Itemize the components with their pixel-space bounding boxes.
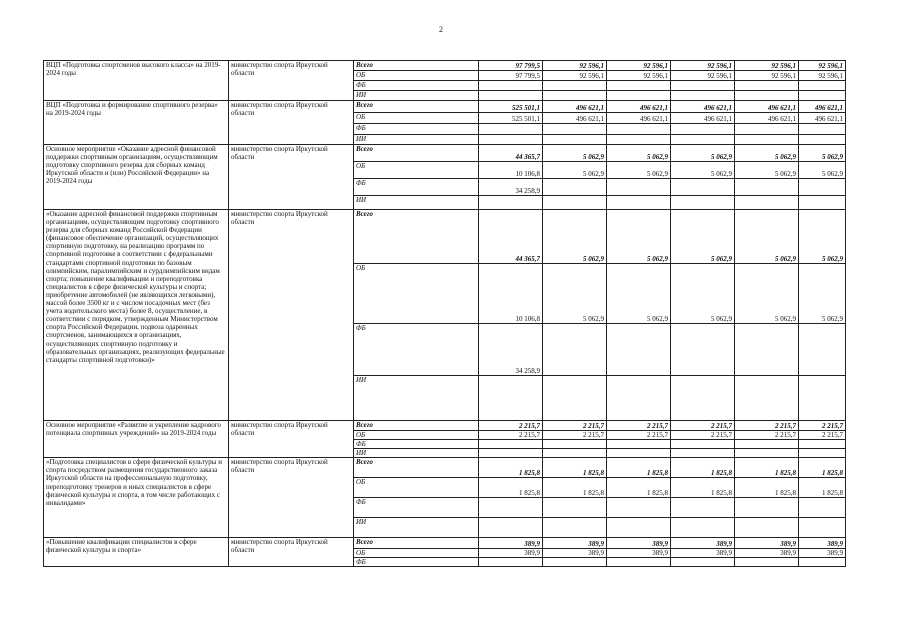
amount-cell: 92 596,1 bbox=[671, 71, 735, 81]
amount-cell: 97 799,5 bbox=[479, 71, 543, 81]
amount-cell bbox=[799, 81, 846, 91]
amount-cell: 92 596,1 bbox=[543, 61, 607, 71]
funding-source-cell: ОБ bbox=[354, 162, 479, 179]
amount-cell: 5 062,9 bbox=[671, 210, 735, 264]
amount-cell: 2 215,7 bbox=[735, 431, 799, 440]
table-row bbox=[44, 101, 846, 113]
executor-cell: министерство спорта Иркутской области bbox=[229, 210, 354, 421]
amount-cell bbox=[799, 376, 846, 421]
amount-cell: 496 621,1 bbox=[735, 113, 799, 124]
amount-cell: 5 062,9 bbox=[735, 162, 799, 179]
amount-cell bbox=[543, 558, 607, 567]
funding-source-cell: ОБ bbox=[354, 549, 479, 558]
amount-cell bbox=[479, 81, 543, 91]
amount-cell: 2 215,7 bbox=[543, 421, 607, 431]
amount-cell bbox=[735, 179, 799, 196]
amount-cell: 1 825,8 bbox=[607, 458, 671, 478]
amount-cell bbox=[543, 376, 607, 421]
amount-cell: 92 596,1 bbox=[607, 61, 671, 71]
funding-source-cell: ИИ bbox=[354, 518, 479, 538]
executor-cell: министерство спорта Иркутской области bbox=[229, 538, 354, 567]
amount-cell bbox=[607, 449, 671, 458]
amount-cell: 97 799,5 bbox=[479, 61, 543, 71]
amount-cell bbox=[543, 324, 607, 376]
amount-cell bbox=[671, 498, 735, 518]
amount-cell: 92 596,1 bbox=[607, 71, 671, 81]
amount-cell: 389,9 bbox=[607, 538, 671, 549]
amount-cell bbox=[799, 449, 846, 458]
funding-source-cell: ИИ bbox=[354, 135, 479, 145]
measure-name-cell: ВЦП «Подготовка и формирование спортивного резерва» на 2019-2024 годы bbox=[44, 101, 229, 145]
amount-cell bbox=[607, 135, 671, 145]
amount-cell: 2 215,7 bbox=[479, 431, 543, 440]
amount-cell: 1 825,8 bbox=[543, 458, 607, 478]
funding-source-cell: ФБ bbox=[354, 81, 479, 91]
amount-cell bbox=[735, 376, 799, 421]
amount-cell: 496 621,1 bbox=[799, 101, 846, 113]
amount-cell bbox=[735, 324, 799, 376]
amount-cell: 496 621,1 bbox=[543, 113, 607, 124]
amount-cell: 496 621,1 bbox=[543, 101, 607, 113]
table-row bbox=[44, 421, 846, 431]
amount-cell bbox=[671, 449, 735, 458]
funding-source-cell: Всего bbox=[354, 61, 479, 71]
amount-cell: 389,9 bbox=[671, 538, 735, 549]
amount-cell bbox=[735, 124, 799, 135]
amount-cell: 389,9 bbox=[607, 549, 671, 558]
funding-source-cell: ОБ bbox=[354, 431, 479, 440]
table-row bbox=[44, 145, 846, 162]
amount-cell bbox=[671, 135, 735, 145]
page-number: 2 bbox=[439, 25, 443, 34]
amount-cell bbox=[735, 558, 799, 567]
amount-cell bbox=[799, 518, 846, 538]
amount-cell: 5 062,9 bbox=[543, 210, 607, 264]
amount-cell bbox=[479, 498, 543, 518]
amount-cell bbox=[799, 324, 846, 376]
funding-source-cell: Всего bbox=[354, 458, 479, 478]
table-row bbox=[44, 538, 846, 549]
amount-cell: 5 062,9 bbox=[671, 264, 735, 324]
funding-source-cell: ФБ bbox=[354, 324, 479, 376]
funding-source-cell: Всего bbox=[354, 210, 479, 264]
amount-cell bbox=[479, 376, 543, 421]
amount-cell bbox=[479, 124, 543, 135]
amount-cell bbox=[799, 498, 846, 518]
funding-source-cell: ФБ bbox=[354, 440, 479, 449]
amount-cell: 44 365,7 bbox=[479, 145, 543, 162]
table-row bbox=[44, 61, 846, 71]
executor-cell: министерство спорта Иркутской области bbox=[229, 61, 354, 101]
amount-cell bbox=[607, 498, 671, 518]
amount-cell bbox=[543, 196, 607, 210]
amount-cell: 5 062,9 bbox=[735, 264, 799, 324]
amount-cell bbox=[607, 179, 671, 196]
amount-cell bbox=[479, 518, 543, 538]
measure-name-cell: «Подготовка специалистов в сфере физической культуры и спорта посредством размещения государственного заказа Иркутской области на профессиональную подготовку, переподготовку тренеров и иных специалистов в сфере физической культуры и спорта, в том числе работающих с инвалидами» bbox=[44, 458, 229, 538]
executor-cell: министерство спорта Иркутской области bbox=[229, 101, 354, 145]
amount-cell: 496 621,1 bbox=[607, 101, 671, 113]
funding-source-cell: ИИ bbox=[354, 449, 479, 458]
amount-cell bbox=[607, 440, 671, 449]
amount-cell: 2 215,7 bbox=[479, 421, 543, 431]
funding-source-cell: ОБ bbox=[354, 264, 479, 324]
amount-cell: 389,9 bbox=[543, 538, 607, 549]
amount-cell bbox=[543, 135, 607, 145]
amount-cell: 2 215,7 bbox=[799, 421, 846, 431]
amount-cell: 389,9 bbox=[735, 538, 799, 549]
amount-cell: 525 501,1 bbox=[479, 101, 543, 113]
amount-cell: 5 062,9 bbox=[799, 145, 846, 162]
amount-cell: 5 062,9 bbox=[543, 264, 607, 324]
table-row bbox=[44, 458, 846, 478]
amount-cell bbox=[479, 558, 543, 567]
amount-cell bbox=[543, 449, 607, 458]
amount-cell: 525 501,1 bbox=[479, 113, 543, 124]
amount-cell bbox=[671, 324, 735, 376]
amount-cell: 5 062,9 bbox=[607, 145, 671, 162]
amount-cell: 1 825,8 bbox=[479, 458, 543, 478]
amount-cell bbox=[671, 179, 735, 196]
amount-cell: 1 825,8 bbox=[799, 458, 846, 478]
amount-cell bbox=[799, 179, 846, 196]
amount-cell bbox=[799, 91, 846, 101]
amount-cell: 92 596,1 bbox=[735, 61, 799, 71]
executor-cell: министерство спорта Иркутской области bbox=[229, 145, 354, 210]
amount-cell: 5 062,9 bbox=[671, 162, 735, 179]
amount-cell bbox=[607, 558, 671, 567]
funding-source-cell: ФБ bbox=[354, 124, 479, 135]
funding-source-cell: ИИ bbox=[354, 376, 479, 421]
amount-cell bbox=[671, 196, 735, 210]
budget-table bbox=[43, 60, 846, 567]
amount-cell bbox=[607, 324, 671, 376]
amount-cell: 389,9 bbox=[671, 549, 735, 558]
amount-cell: 389,9 bbox=[799, 549, 846, 558]
amount-cell: 5 062,9 bbox=[607, 264, 671, 324]
amount-cell bbox=[799, 558, 846, 567]
amount-cell: 5 062,9 bbox=[671, 145, 735, 162]
amount-cell: 10 106,8 bbox=[479, 264, 543, 324]
amount-cell bbox=[607, 376, 671, 421]
amount-cell bbox=[479, 440, 543, 449]
amount-cell bbox=[607, 81, 671, 91]
funding-source-cell: ФБ bbox=[354, 558, 479, 567]
amount-cell bbox=[735, 518, 799, 538]
amount-cell: 92 596,1 bbox=[543, 71, 607, 81]
amount-cell: 92 596,1 bbox=[799, 71, 846, 81]
amount-cell: 5 062,9 bbox=[607, 162, 671, 179]
amount-cell: 44 365,7 bbox=[479, 210, 543, 264]
amount-cell bbox=[735, 135, 799, 145]
amount-cell bbox=[799, 440, 846, 449]
amount-cell: 1 825,8 bbox=[735, 478, 799, 498]
amount-cell: 5 062,9 bbox=[735, 210, 799, 264]
amount-cell bbox=[735, 498, 799, 518]
funding-source-cell: ИИ bbox=[354, 196, 479, 210]
amount-cell: 2 215,7 bbox=[671, 421, 735, 431]
amount-cell bbox=[799, 124, 846, 135]
amount-cell: 389,9 bbox=[479, 538, 543, 549]
amount-cell bbox=[543, 498, 607, 518]
amount-cell bbox=[671, 81, 735, 91]
measure-name-cell: Основное мероприятие «Развитие и укрепление кадрового потенциала спортивных учреждений» на 2019-2024 годы bbox=[44, 421, 229, 458]
amount-cell bbox=[735, 91, 799, 101]
funding-source-cell: ФБ bbox=[354, 179, 479, 196]
amount-cell bbox=[735, 440, 799, 449]
amount-cell: 5 062,9 bbox=[607, 210, 671, 264]
amount-cell bbox=[735, 449, 799, 458]
amount-cell bbox=[799, 135, 846, 145]
amount-cell bbox=[607, 91, 671, 101]
amount-cell bbox=[799, 196, 846, 210]
amount-cell: 2 215,7 bbox=[607, 421, 671, 431]
amount-cell: 2 215,7 bbox=[543, 431, 607, 440]
amount-cell: 496 621,1 bbox=[799, 113, 846, 124]
amount-cell bbox=[671, 518, 735, 538]
amount-cell: 389,9 bbox=[479, 549, 543, 558]
amount-cell: 5 062,9 bbox=[799, 264, 846, 324]
amount-cell bbox=[479, 449, 543, 458]
amount-cell: 10 106,8 bbox=[479, 162, 543, 179]
amount-cell: 92 596,1 bbox=[671, 61, 735, 71]
amount-cell bbox=[671, 376, 735, 421]
funding-source-cell: ИИ bbox=[354, 91, 479, 101]
amount-cell: 1 825,8 bbox=[479, 478, 543, 498]
amount-cell bbox=[543, 440, 607, 449]
amount-cell bbox=[607, 196, 671, 210]
funding-source-cell: ОБ bbox=[354, 478, 479, 498]
amount-cell: 1 825,8 bbox=[607, 478, 671, 498]
amount-cell: 2 215,7 bbox=[671, 431, 735, 440]
amount-cell bbox=[479, 91, 543, 101]
amount-cell bbox=[543, 124, 607, 135]
amount-cell: 496 621,1 bbox=[735, 101, 799, 113]
executor-cell: министерство спорта Иркутской области bbox=[229, 421, 354, 458]
amount-cell bbox=[607, 124, 671, 135]
amount-cell bbox=[543, 518, 607, 538]
executor-cell: министерство спорта Иркутской области bbox=[229, 458, 354, 538]
funding-source-cell: ОБ bbox=[354, 113, 479, 124]
funding-source-cell: ФБ bbox=[354, 498, 479, 518]
amount-cell: 92 596,1 bbox=[799, 61, 846, 71]
amount-cell: 496 621,1 bbox=[607, 113, 671, 124]
amount-cell bbox=[735, 81, 799, 91]
amount-cell: 92 596,1 bbox=[735, 71, 799, 81]
amount-cell: 1 825,8 bbox=[735, 458, 799, 478]
amount-cell bbox=[479, 135, 543, 145]
measure-name-cell: Основное мероприятие «Оказание адресной финансовой поддержки спортивным организациям, осуществляющим подготовку спортивного резерва для сборных команд Иркутской области и (или) Российской Федерации» на 2019-2024 годы bbox=[44, 145, 229, 210]
amount-cell: 389,9 bbox=[735, 549, 799, 558]
funding-source-cell: Всего bbox=[354, 538, 479, 549]
amount-cell bbox=[671, 558, 735, 567]
amount-cell: 1 825,8 bbox=[671, 478, 735, 498]
amount-cell: 34 258,9 bbox=[479, 324, 543, 376]
amount-cell: 389,9 bbox=[799, 538, 846, 549]
amount-cell: 2 215,7 bbox=[799, 431, 846, 440]
amount-cell: 2 215,7 bbox=[607, 431, 671, 440]
funding-source-cell: Всего bbox=[354, 145, 479, 162]
amount-cell bbox=[671, 124, 735, 135]
amount-cell: 496 621,1 bbox=[671, 101, 735, 113]
amount-cell bbox=[543, 179, 607, 196]
amount-cell bbox=[735, 196, 799, 210]
amount-cell: 5 062,9 bbox=[799, 162, 846, 179]
amount-cell bbox=[671, 440, 735, 449]
amount-cell: 1 825,8 bbox=[543, 478, 607, 498]
amount-cell: 2 215,7 bbox=[735, 421, 799, 431]
amount-cell: 1 825,8 bbox=[799, 478, 846, 498]
amount-cell: 34 258,9 bbox=[479, 179, 543, 196]
amount-cell: 1 825,8 bbox=[671, 458, 735, 478]
measure-name-cell: «Повышение квалификации специалистов в сфере физической культуры и спорта» bbox=[44, 538, 229, 567]
amount-cell bbox=[543, 91, 607, 101]
measure-name-cell: ВЦП «Подготовка спортсменов высокого класса» на 2019-2024 годы bbox=[44, 61, 229, 101]
amount-cell bbox=[607, 518, 671, 538]
funding-source-cell: Всего bbox=[354, 101, 479, 113]
funding-source-cell: Всего bbox=[354, 421, 479, 431]
amount-cell bbox=[479, 196, 543, 210]
funding-source-cell: ОБ bbox=[354, 71, 479, 81]
measure-name-cell: «Оказание адресной финансовой поддержки спортивным организациям, осуществляющим подготовку спортивного резерва для сборных команд Российской Федерации (финансовое обеспечение организаций, осуществляющих спортивную подготовку, на реализацию программ по спортивной подготовке в соответствии с федеральными стандартами спортивной подготовки по базовым олимпийским, паралимпийским и сурдлимпийским видам спорта; повышение квалификации и переподготовка специалистов в сфере физической культуры и спорта; приобретение автомобилей (не являющихся легковыми), массой более 3500 кг и с числом посадочных мест (без учета водительского места) более 8, осуществление, в соответствии с порядком, утвержденным Министерством спорта Российской Федерации, подвоза одаренных спортсменов, занимающихся в организациях, осуществляющих спортивную подготовку и образовательных организациях, реализующих федеральные стандарты спортивной подготовки)» bbox=[44, 210, 229, 421]
amount-cell bbox=[543, 81, 607, 91]
amount-cell: 389,9 bbox=[543, 549, 607, 558]
amount-cell: 5 062,9 bbox=[543, 145, 607, 162]
table-row bbox=[44, 210, 846, 264]
amount-cell: 496 621,1 bbox=[671, 113, 735, 124]
amount-cell: 5 062,9 bbox=[735, 145, 799, 162]
amount-cell bbox=[671, 91, 735, 101]
amount-cell: 5 062,9 bbox=[543, 162, 607, 179]
amount-cell: 5 062,9 bbox=[799, 210, 846, 264]
